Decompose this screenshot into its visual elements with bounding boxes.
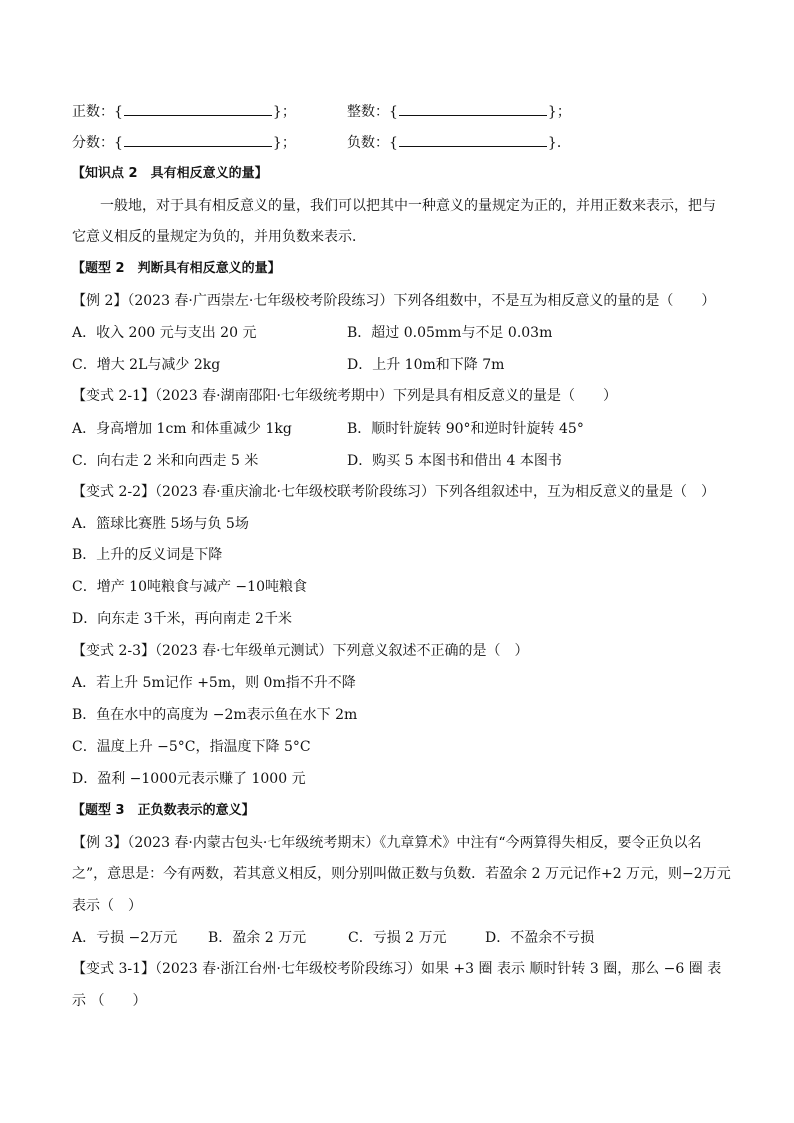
variant-2-3-option-d[interactable]: D．盈利 −1000元表示赚了 1000 元 (72, 771, 306, 787)
negative-set-close: }． (547, 135, 571, 151)
example-3-option-c[interactable]: C．亏损 2 万元 (348, 930, 447, 946)
variant-2-1-option-d[interactable]: D．购买 5 本图书和借出 4 本图书 (347, 453, 562, 469)
variant-2-1-option-a[interactable]: A．身高增加 1cm 和体重减少 1kg (72, 421, 292, 437)
variant-2-3-option-c[interactable]: C．温度上升 −5°C，指温度下降 5°C (72, 739, 311, 755)
variant-2-2-stem: 【变式 2-2】（2023 春·重庆渝北·七年级校联考阶段练习）下列各组叙述中，互为相反意义的量是（ ） (72, 484, 715, 500)
example-2-option-a[interactable]: A．收入 200 元与支出 20 元 (72, 325, 257, 341)
negative-set-blank[interactable] (399, 133, 547, 147)
example-3-line3: 表示（ ） (72, 898, 142, 914)
positive-set-row (72, 102, 571, 122)
example-2-option-c[interactable]: C．增大 2L与减少 2kg (72, 357, 221, 373)
example-3-line2: 之”，意思是：今有两数，若其意义相反，则分别叫做正数与负数．若盈余 2 万元记作+2 万元，则−2万元 (72, 866, 731, 882)
example-2-option-d[interactable]: D．上升 10m和下降 7m (347, 357, 505, 373)
variant-2-1-stem: 【变式 2-1】（2023 春·湖南邵阳·七年级统考期中）下列是具有相反意义的量是（ ） (72, 388, 617, 404)
positive-set-blank[interactable] (124, 102, 272, 116)
variant-2-2-option-d[interactable]: D．向东走 3千米，再向南走 2千米 (72, 611, 292, 627)
variant-3-1-line1: 【变式 3-1】（2023 春·浙江台州·七年级校考阶段练习）如果 +3 圈 表示 顺时针转 3 圈，那么 −6 圈 表 (72, 961, 722, 977)
negative-set-label: 负数：{ (347, 135, 398, 151)
variant-2-1-options-row1 (72, 419, 584, 439)
example-2-option-b[interactable]: B．超过 0.05mm与不足 0.03m (347, 325, 553, 341)
variant-2-1-options-row2 (72, 451, 562, 471)
fraction-set-row (72, 133, 571, 153)
example-3-line1: 【例 3】（2023 春·内蒙古包头·七年级统考期末）《九章算术》中注有“今两算得失相反，要令正负以名 (72, 835, 702, 851)
kp2-body-line1: 一般地，对于具有相反意义的量，我们可以把其中一种意义的量规定为正的，并用正数来表示，把与 (100, 198, 716, 214)
positive-set-close: }； (272, 104, 296, 120)
example-3-option-b[interactable]: B．盈余 2 万元 (208, 930, 307, 946)
fraction-set-close: }； (272, 135, 296, 151)
example-2-stem: 【例 2】（2023 春·广西崇左·七年级校考阶段练习）下列各组数中，不是互为相反意义的量的是（ ） (72, 293, 716, 309)
example-3-option-d[interactable]: D．不盈余不亏损 (485, 930, 595, 946)
variant-2-2-option-a[interactable]: A．篮球比赛胜 5场与负 5场 (72, 516, 249, 532)
example-2-options-row1 (72, 323, 553, 343)
variant-3-1-line2: 示 （ ） (72, 993, 147, 1009)
variant-2-3-stem: 【变式 2-3】（2023 春·七年级单元测试）下列意义叙述不正确的是（ ） (72, 643, 529, 659)
fraction-set-label: 分数：{ (72, 135, 123, 151)
variant-2-3-option-b[interactable]: B．鱼在水中的高度为 −2m表示鱼在水下 2m (72, 707, 358, 723)
example-3-option-a[interactable]: A．亏损 −2万元 (72, 930, 178, 946)
integer-set-close: }； (547, 104, 571, 120)
type-3-title: 【题型 3 正负数表示的意义】 (72, 803, 255, 818)
type-2-title: 【题型 2 判断具有相反意义的量】 (72, 261, 281, 276)
variant-2-3-option-a[interactable]: A．若上升 5m记作 +5m，则 0m指不升不降 (72, 675, 356, 691)
variant-2-1-option-c[interactable]: C．向右走 2 米和向西走 5 米 (72, 453, 259, 469)
integer-set-blank[interactable] (399, 102, 547, 116)
variant-2-2-option-b[interactable]: B．上升的反义词是下降 (72, 547, 223, 563)
integer-set-label: 整数：{ (347, 104, 398, 120)
variant-2-1-option-b[interactable]: B．顺时针旋转 90°和逆时针旋转 45° (347, 421, 584, 437)
positive-set-label: 正数：{ (72, 104, 123, 120)
kp2-body-line2: 它意义相反的量规定为负的，并用负数来表示． (72, 229, 366, 245)
example-2-options-row2 (72, 355, 505, 375)
fraction-set-blank[interactable] (124, 133, 272, 147)
variant-2-2-option-c[interactable]: C．增产 10吨粮食与减产 −10吨粮食 (72, 579, 307, 595)
knowledge-point-2-title: 【知识点 2 具有相反意义的量】 (72, 166, 268, 181)
